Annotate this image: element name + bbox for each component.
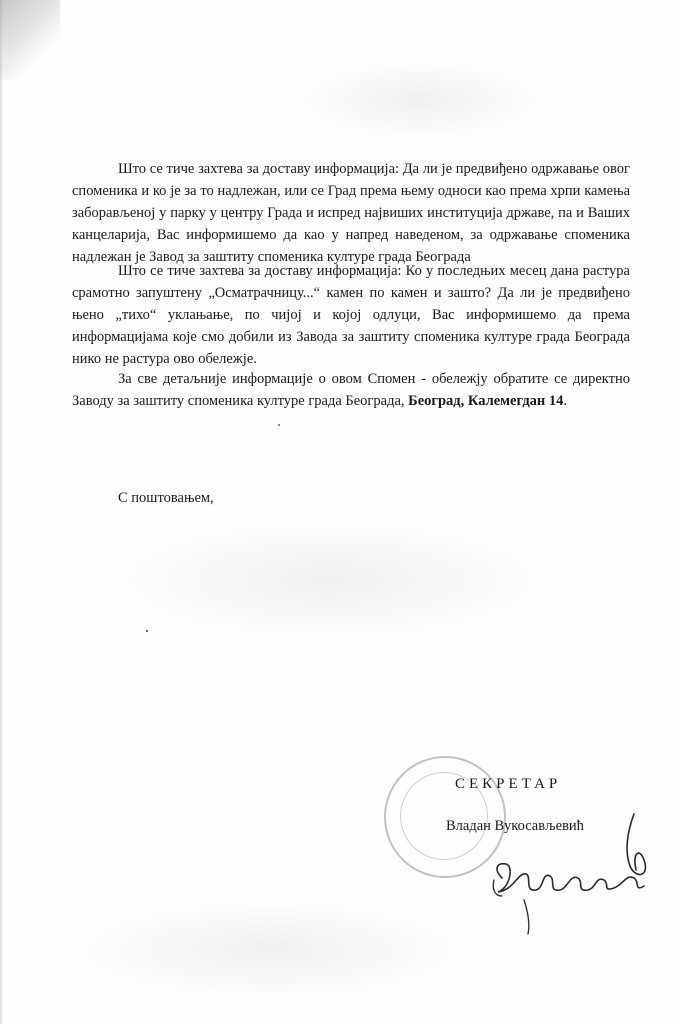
paragraph-contact xyxy=(72,368,630,412)
contact-address: Београд, Калемегдан 14 xyxy=(408,393,564,409)
contact-end-punctuation: . xyxy=(563,393,568,409)
scan-smudge xyxy=(120,520,540,640)
scan-corner-shadow xyxy=(0,0,60,80)
paragraph-dismantling-text: Што се тиче захтева за доставу информација: Ко у последњих месец дана растура срамотно запуштену „Осматрачницу...“ камен по камен и зашто? Да ли је предвиђено њено „тихо“ уклањање, по чијој и којој одлуци, Вас информишемо да према информацијама које смо добили из Завода за заштиту споменика културе града Београда нико не растура ово обележје. xyxy=(72,263,630,367)
paragraph-maintenance xyxy=(72,158,630,268)
scan-speck xyxy=(146,630,148,632)
signer-name: Владан Вукосављевић xyxy=(446,818,584,834)
paragraph-contact-text: За све детаљније информације о овом Спомен - обележју обратите се директно Заводу за заштиту споменика културе града Београда, xyxy=(72,371,630,409)
handwritten-signature xyxy=(484,800,664,940)
signature-title: СЕКРЕТАР xyxy=(455,776,562,792)
greeting: С поштовањем, xyxy=(118,490,214,506)
scan-smudge xyxy=(300,60,540,140)
scan-smudge xyxy=(80,900,460,1000)
paragraph-dismantling xyxy=(72,260,630,370)
paragraph-maintenance-text: Што се тиче захтева за доставу информација: Да ли је предвиђено одржавање овог споменика и ко је за то надлежан, или се Град према њему односи као према хрпи камења заборављеној у парку у центру Града и испред највиших институција државе, па и Ваших канцеларија, Вас информишемо да као у напред наведеном, за одржавање споменика надлежан је Завод за заштиту споменика културе града Београда xyxy=(72,161,630,265)
scan-speck xyxy=(278,424,280,426)
scan-edge-line xyxy=(0,0,2,1024)
